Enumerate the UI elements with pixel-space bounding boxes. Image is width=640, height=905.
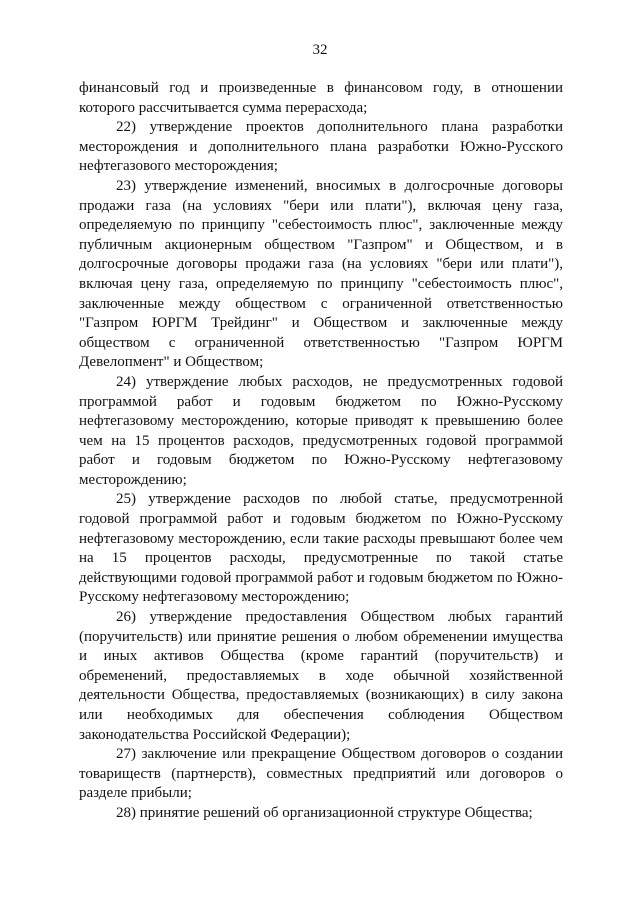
paragraph-item-27: 27) заключение или прекращение Обществом договоров о создании товариществ (партнерств), совместных предприятий или договоров о разделе прибыли; [79, 746, 563, 802]
paragraph-item-25: 25) утверждение расходов по любой статье, предусмотренной годовой программой работ и годовым бюджетом по Южно-Русскому нефтегазовому месторождению, если такие расходы превышают более чем на 15 процентов расходы, предусмотренные по такой статье действующими годовой программой работ и годовым бюджетом по Южно-Русскому нефтегазовому месторождению; [79, 491, 563, 606]
paragraph-item-26: 26) утверждение предоставления Обществом любых гарантий (поручительств) или принятие решения о любом обременении имущества и иных активов Общества (кроме гарантий (поручительств) и обременений, предоставляемых в ходе обычной хозяйственной деятельности Общества, предоставляемых (возникающих) в силу закона или необходимых для обеспечения соблюдения Обществом законодательства Российской Федерации); [79, 609, 563, 743]
page-number: 32 [312, 42, 328, 58]
document-body [79, 79, 563, 824]
paragraph-item-23: 23) утверждение изменений, вносимых в долгосрочные договоры продажи газа (на условиях "бери или плати"), включая цену газа, определяемую по принципу "себестоимость плюс", заключенные между публичным акционерным обществом "Газпром" и Обществом, и в долгосрочные договоры продажи газа (на условиях "бери или плати"), включая цену газа, определяемую по принципу "себестоимость плюс", заключенные между обществом с ограниченной ответственностью "Газпром ЮРГМ Трейдинг" и Обществом и заключенные между обществом с ограниченной ответственностью "Газпром ЮРГМ Девелопмент" и Обществом; [79, 177, 563, 371]
paragraph-continuation: финансовый год и произведенные в финансовом году, в отношении которого рассчитывается сумма перерасхода; [79, 80, 563, 116]
paragraph-item-28: 28) принятие решений об организационной структуре Общества; [116, 804, 533, 821]
paragraph-item-24: 24) утверждение любых расходов, не предусмотренных годовой программой работ и годовым бюджетом по Южно-Русскому нефтегазовому месторождению, которые приводят к превышению более чем на 15 процентов расходов, предусмотренных годовой программой работ и годовым бюджетом по Южно-Русскому нефтегазовому месторождению; [79, 373, 563, 488]
paragraph-item-22: 22) утверждение проектов дополнительного плана разработки месторождения и дополнительного плана разработки Южно-Русского нефтегазового месторождения; [79, 119, 563, 175]
